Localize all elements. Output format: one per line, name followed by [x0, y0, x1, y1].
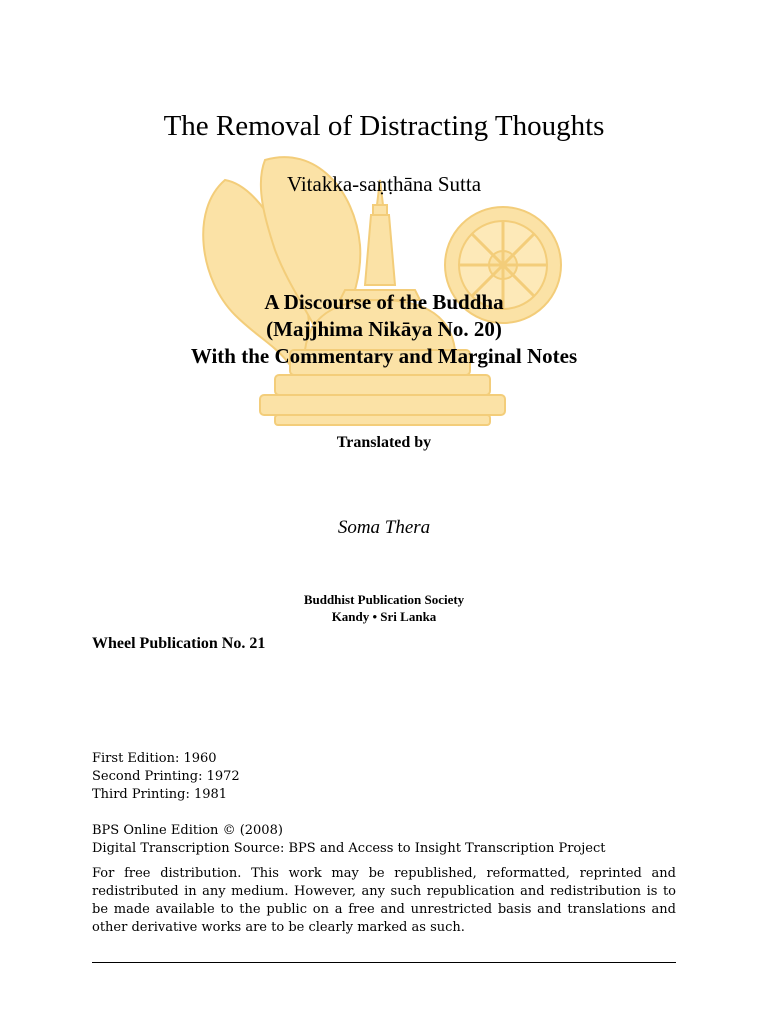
publisher-name: Buddhist Publication Society [303, 592, 465, 607]
discourse-line-3: With the Commentary and Marginal Notes [190, 344, 578, 368]
publisher-block [0, 591, 768, 625]
discourse-line-2: (Majjhima Nikāya No. 20) [266, 317, 502, 341]
edition-first: First Edition: 1960 [92, 751, 217, 766]
publisher-location: Kandy • Sri Lanka [331, 609, 437, 624]
distribution-notice: For free distribution. This work may be republished, reformatted, reprinted and redistributed in any medium. However, any such republication and redistribution is to be made available to the public on a free and unrestricted basis and translations and other derivative works are to be clearly marked as such. [92, 866, 676, 935]
translator-name: Soma Thera [337, 517, 431, 538]
translated-by-label: Translated by [336, 434, 432, 451]
sutta-name: Vitakka-saṇṭhāna Sutta [286, 172, 482, 196]
discourse-line-1: A Discourse of the Buddha [264, 290, 504, 314]
series-label: Wheel Publication No. 21 [92, 635, 266, 652]
discourse-description [0, 289, 768, 370]
edition-third: Third Printing: 1981 [92, 787, 228, 802]
edition-second: Second Printing: 1972 [92, 769, 240, 784]
online-edition-info [92, 822, 606, 858]
footer-divider [92, 962, 676, 963]
transcription-source: Digital Transcription Source: BPS and Access to Insight Transcription Project [92, 841, 606, 856]
online-edition: BPS Online Edition © (2008) [92, 823, 283, 838]
edition-history [92, 750, 240, 804]
book-title: The Removal of Distracting Thoughts [163, 110, 605, 142]
